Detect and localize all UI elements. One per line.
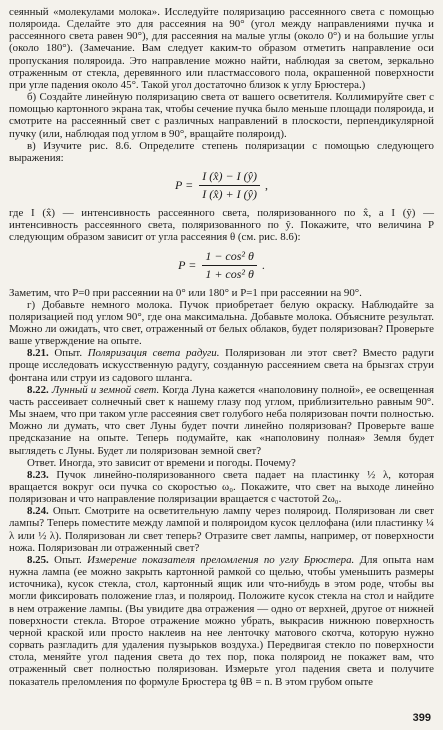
problem-text: Для опыта нам нужна лампа (ее можно закрыть картонной рамкой со щелью, чтобы уменьшить размеры источника), кусок стекла, стол, картонный ящик или что-нибудь в этом роде, чтобы вы могли фиксировать положение глаз, и поляроид. Положите кусок стекла на стол и найдите в нем отражение лампы. (Вы увидите два отражения — одно от верхней, другое от нижней поверхности стекла. Второе отражение можно убрать, выкрасив нижнюю поверхность черной краской или просто наклеив на нее ленточку матового скотча, которую нужно сорвать разгладить для удаления пузырьков воздуха.) Передвигая стекло по поверхности стола, меняйте угол падения света до тех пор, пока поляроид не покажет вам, что отраженный свет полностью поляризован. Измерьте угол падения света и получите показатель преломления по формуле Брюстера tg θB = n. В этом грубом опыте	[9, 553, 434, 688]
problem-title: Поляризация света радуги.	[87, 347, 220, 360]
problem-title: Измерение показателя преломления по углу Брюстера.	[87, 553, 355, 566]
problem-8-21	[9, 347, 434, 383]
paragraph-linear-polarization: б) Создайте линейную поляризацию света от вашего осветителя. Коллимируйте свет с помощью картонного экрана так, чтобы сечение пучка было меньше площади поляроида, и смотрите на рассеянный свет с различных направлений в плоскости, перпендикулярной пучку (или, наблюдая под углом в 90°, вращайте поляроид).	[9, 91, 434, 140]
problem-number: 8.24.	[27, 505, 49, 518]
equation-numerator: 1 − cos² θ	[202, 249, 257, 266]
equation-lhs: P =	[178, 257, 197, 272]
problem-number: 8.23.	[27, 468, 49, 481]
page-number: 399	[412, 712, 431, 724]
problem-text: Поляризован ли этот свет? Вместо радуги проще исследовать искусственную радугу, созданную рассеянием света на брызгах струи фонтана или струи из садового шланга.	[9, 347, 434, 384]
equation-polarization-degree	[9, 169, 434, 202]
problem-lead: Опыт.	[54, 553, 82, 566]
problem-number: 8.22.	[27, 383, 49, 396]
equation-denominator: I (x̂) + I (ŷ)	[202, 187, 257, 202]
paragraph-add-milk: г) Добавьте немного молока. Пучок приобретает белую окраску. Наблюдайте за поляризацией под углом 90°, где она максимальна. Добавьте молока. Объясните результат. Можно ли ожидать, что свет, отраженный от белых облаков, будет поляризован? Проверьте ваше утверждение на опыте.	[9, 298, 434, 348]
problem-text: Когда Луна кажется «наполовину полной», ее освещенная часть рассеивает солнечный свет к нашему глазу под углом, приблизительно равным 90°. Мы знаем, что при таком угле рассеяния свет голубого неба поляризован почти полностью. Можно ли думать, что свет Луны будет почти линейно поляризован? Проверьте ваше предсказание на опыте. Теперь подумайте, как «наполовину полная» Земля будет выглядеть с Луны. Будет ли поляризован земной свет?	[9, 383, 434, 457]
equation-angle-dependence	[9, 249, 434, 282]
problem-text: Пучок линейно-поляризованного света падает на пластинку ½ λ, которая вращается вокруг оси пучка со скоростью ω₀. Покажите, что свет на выходе линейно поляризован и что направление поляризации вращается с частотой 2ω₀.	[9, 468, 434, 506]
paragraph-note-angles: Заметим, что P=0 при рассеянии на 0° или 180° и P=1 при рассеянии на 90°.	[9, 286, 362, 299]
problem-8-22	[9, 384, 434, 457]
problem-number: 8.25.	[27, 553, 49, 566]
answer-8-22: Ответ. Иногда, это зависит от времени и погоды. Почему?	[27, 456, 296, 469]
problem-8-25	[9, 554, 434, 688]
paragraph-degree-of-polarization: в) Изучите рис. 8.6. Определите степень поляризации с помощью следующего выражения:	[9, 139, 434, 164]
paragraph-milk-scattering: сеянный «молекулами молока». Исследуйте поляризацию рассеянного света с помощью поляроида. Сделайте это для рассеяния на 90° (угол между направлениями пучка и рассеянного света равен 90°), для рассеяния на малые углы (около 0°) и на большие углы (около 180°). (Замечание. Вам следует каким-то образом отметить направление оси пропускания поляроида. Это направление можно найти, наблюдая за светом, зеркально отраженным от стекла, деревянного или пластмассового пола, окрашенной поверхности при угле падения около 45°. Такой угол достаточно близок к углу Брюстера.)	[9, 6, 434, 91]
problem-8-23	[9, 469, 434, 505]
problem-8-24	[9, 505, 434, 554]
equation-numerator: I (x̂) − I (ŷ)	[199, 169, 260, 186]
equation-lhs: P =	[175, 178, 194, 193]
problem-title: Лунный и земной свет.	[51, 383, 160, 396]
problem-text: Опыт. Смотрите на осветительную лампу через поляроид. Поляризован ли свет лампы? Теперь поместите между лампой и поляроидом кусок целлофана (или пластинку ¼ λ или ½ λ). Поляризован ли свет теперь? Отразите свет лампы, например, от поверхности ножа. Поляризован ли отраженный свет?	[9, 505, 434, 554]
equation-punctuation: ,	[264, 178, 268, 193]
paragraph-intensity-definition: где I (x̂) — интенсивность рассеянного света, поляризованного по x̂, а I (ŷ) — интенсивность рассеянного света, поляризованного по ŷ. Покажите, что величина P следующим образом зависит от угла рассеяния θ (см. рис. 8.6):	[9, 207, 434, 244]
equation-punctuation: .	[261, 257, 265, 272]
equation-fraction	[202, 249, 257, 282]
problem-number: 8.21.	[27, 347, 49, 360]
problem-lead: Опыт.	[54, 347, 83, 360]
equation-denominator: 1 + cos² θ	[205, 266, 254, 281]
equation-fraction	[199, 169, 260, 202]
